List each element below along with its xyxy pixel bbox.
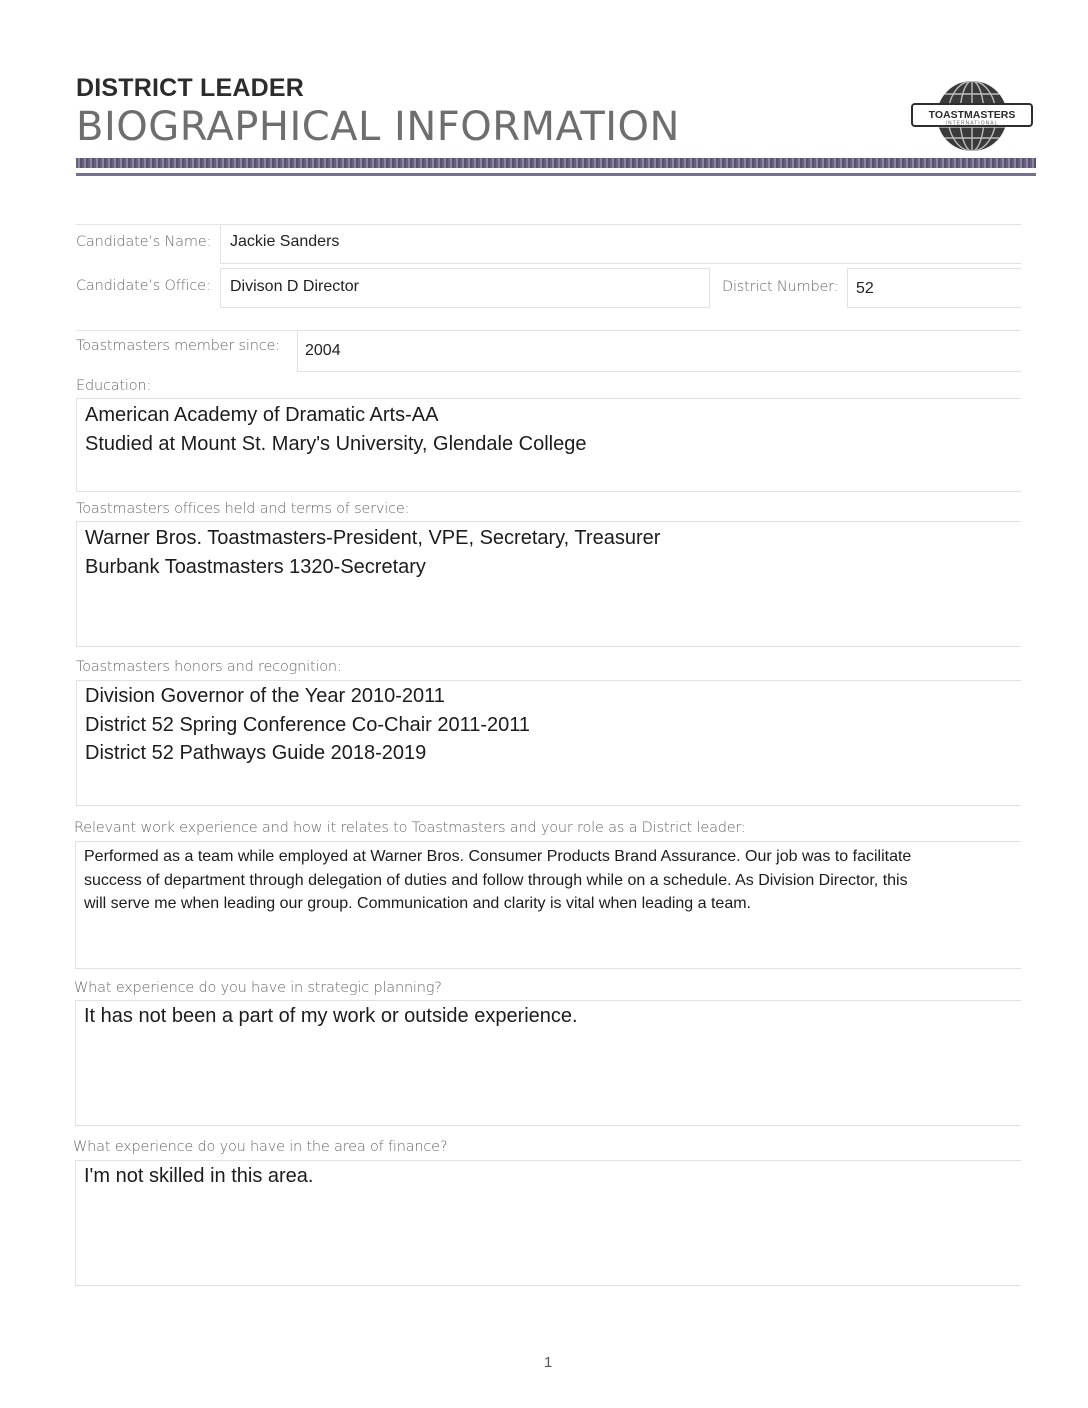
title-district-leader: DISTRICT LEADER	[76, 74, 304, 102]
header-rule-thin	[76, 173, 1036, 176]
member-since-field[interactable]	[297, 330, 1021, 372]
strategic-planning-line: It has not been a part of my work or outside experience.	[84, 1005, 578, 1027]
education-field[interactable]	[76, 398, 1021, 492]
education-label: Education:	[76, 378, 152, 394]
member-since-value: 2004	[305, 342, 341, 359]
offices-line: Burbank Toastmasters 1320-Secretary	[85, 555, 426, 578]
strategic-planning-label: What experience do you have in strategic planning?	[74, 980, 442, 996]
office-value: Divison D Director	[230, 278, 359, 295]
finance-line: I'm not skilled in this area.	[84, 1165, 314, 1187]
work-experience-line: will serve me when leading our group. Communication and clarity is vital when leading a team.	[84, 895, 751, 912]
district-label: District Number:	[722, 279, 839, 295]
district-value: 52	[856, 280, 874, 297]
toastmasters-logo	[910, 80, 1034, 152]
work-experience-line: success of department through delegation of duties and follow through while on a schedule. As Division Director, this	[84, 871, 908, 889]
name-label: Candidate’s Name:	[76, 234, 212, 250]
office-label: Candidate’s Office:	[76, 278, 211, 294]
work-experience-line: Performed as a team while employed at Warner Bros. Consumer Products Brand Assurance. Our job was to facilitate	[84, 848, 912, 865]
header-rule	[76, 158, 1036, 168]
page-number: 1	[544, 1354, 553, 1371]
education-line: American Academy of Dramatic Arts-AA	[85, 404, 439, 426]
logo-subtext: INTERNATIONAL	[945, 120, 999, 127]
finance-label: What experience do you have in the area of finance?	[73, 1139, 448, 1155]
finance-field[interactable]	[75, 1160, 1021, 1286]
title-biographical-information: BIOGRAPHICAL INFORMATION	[76, 104, 680, 150]
honors-line: District 52 Spring Conference Co-Chair 2011-2011	[85, 713, 531, 736]
name-field[interactable]	[220, 224, 1021, 264]
strategic-planning-field[interactable]	[75, 1000, 1021, 1126]
honors-line: Division Governor of the Year 2010-2011	[85, 685, 445, 707]
honors-label: Toastmasters honors and recognition:	[76, 659, 342, 675]
education-line: Studied at Mount St. Mary's University, Glendale College	[85, 432, 587, 455]
offices-field[interactable]	[76, 521, 1021, 647]
offices-line: Warner Bros. Toastmasters-President, VPE, Secretary, Treasurer	[85, 527, 661, 549]
logo-text: TOASTMASTERS	[928, 109, 1016, 121]
honors-line: District 52 Pathways Guide 2018-2019	[85, 742, 427, 764]
work-experience-label: Relevant work experience and how it relates to Toastmasters and your role as a District leader:	[74, 820, 746, 836]
offices-label: Toastmasters offices held and terms of service:	[76, 501, 410, 517]
name-value: Jackie Sanders	[230, 233, 340, 250]
honors-field[interactable]	[76, 680, 1021, 806]
member-since-label: Toastmasters member since:	[76, 338, 280, 354]
work-experience-field[interactable]	[75, 841, 1021, 969]
